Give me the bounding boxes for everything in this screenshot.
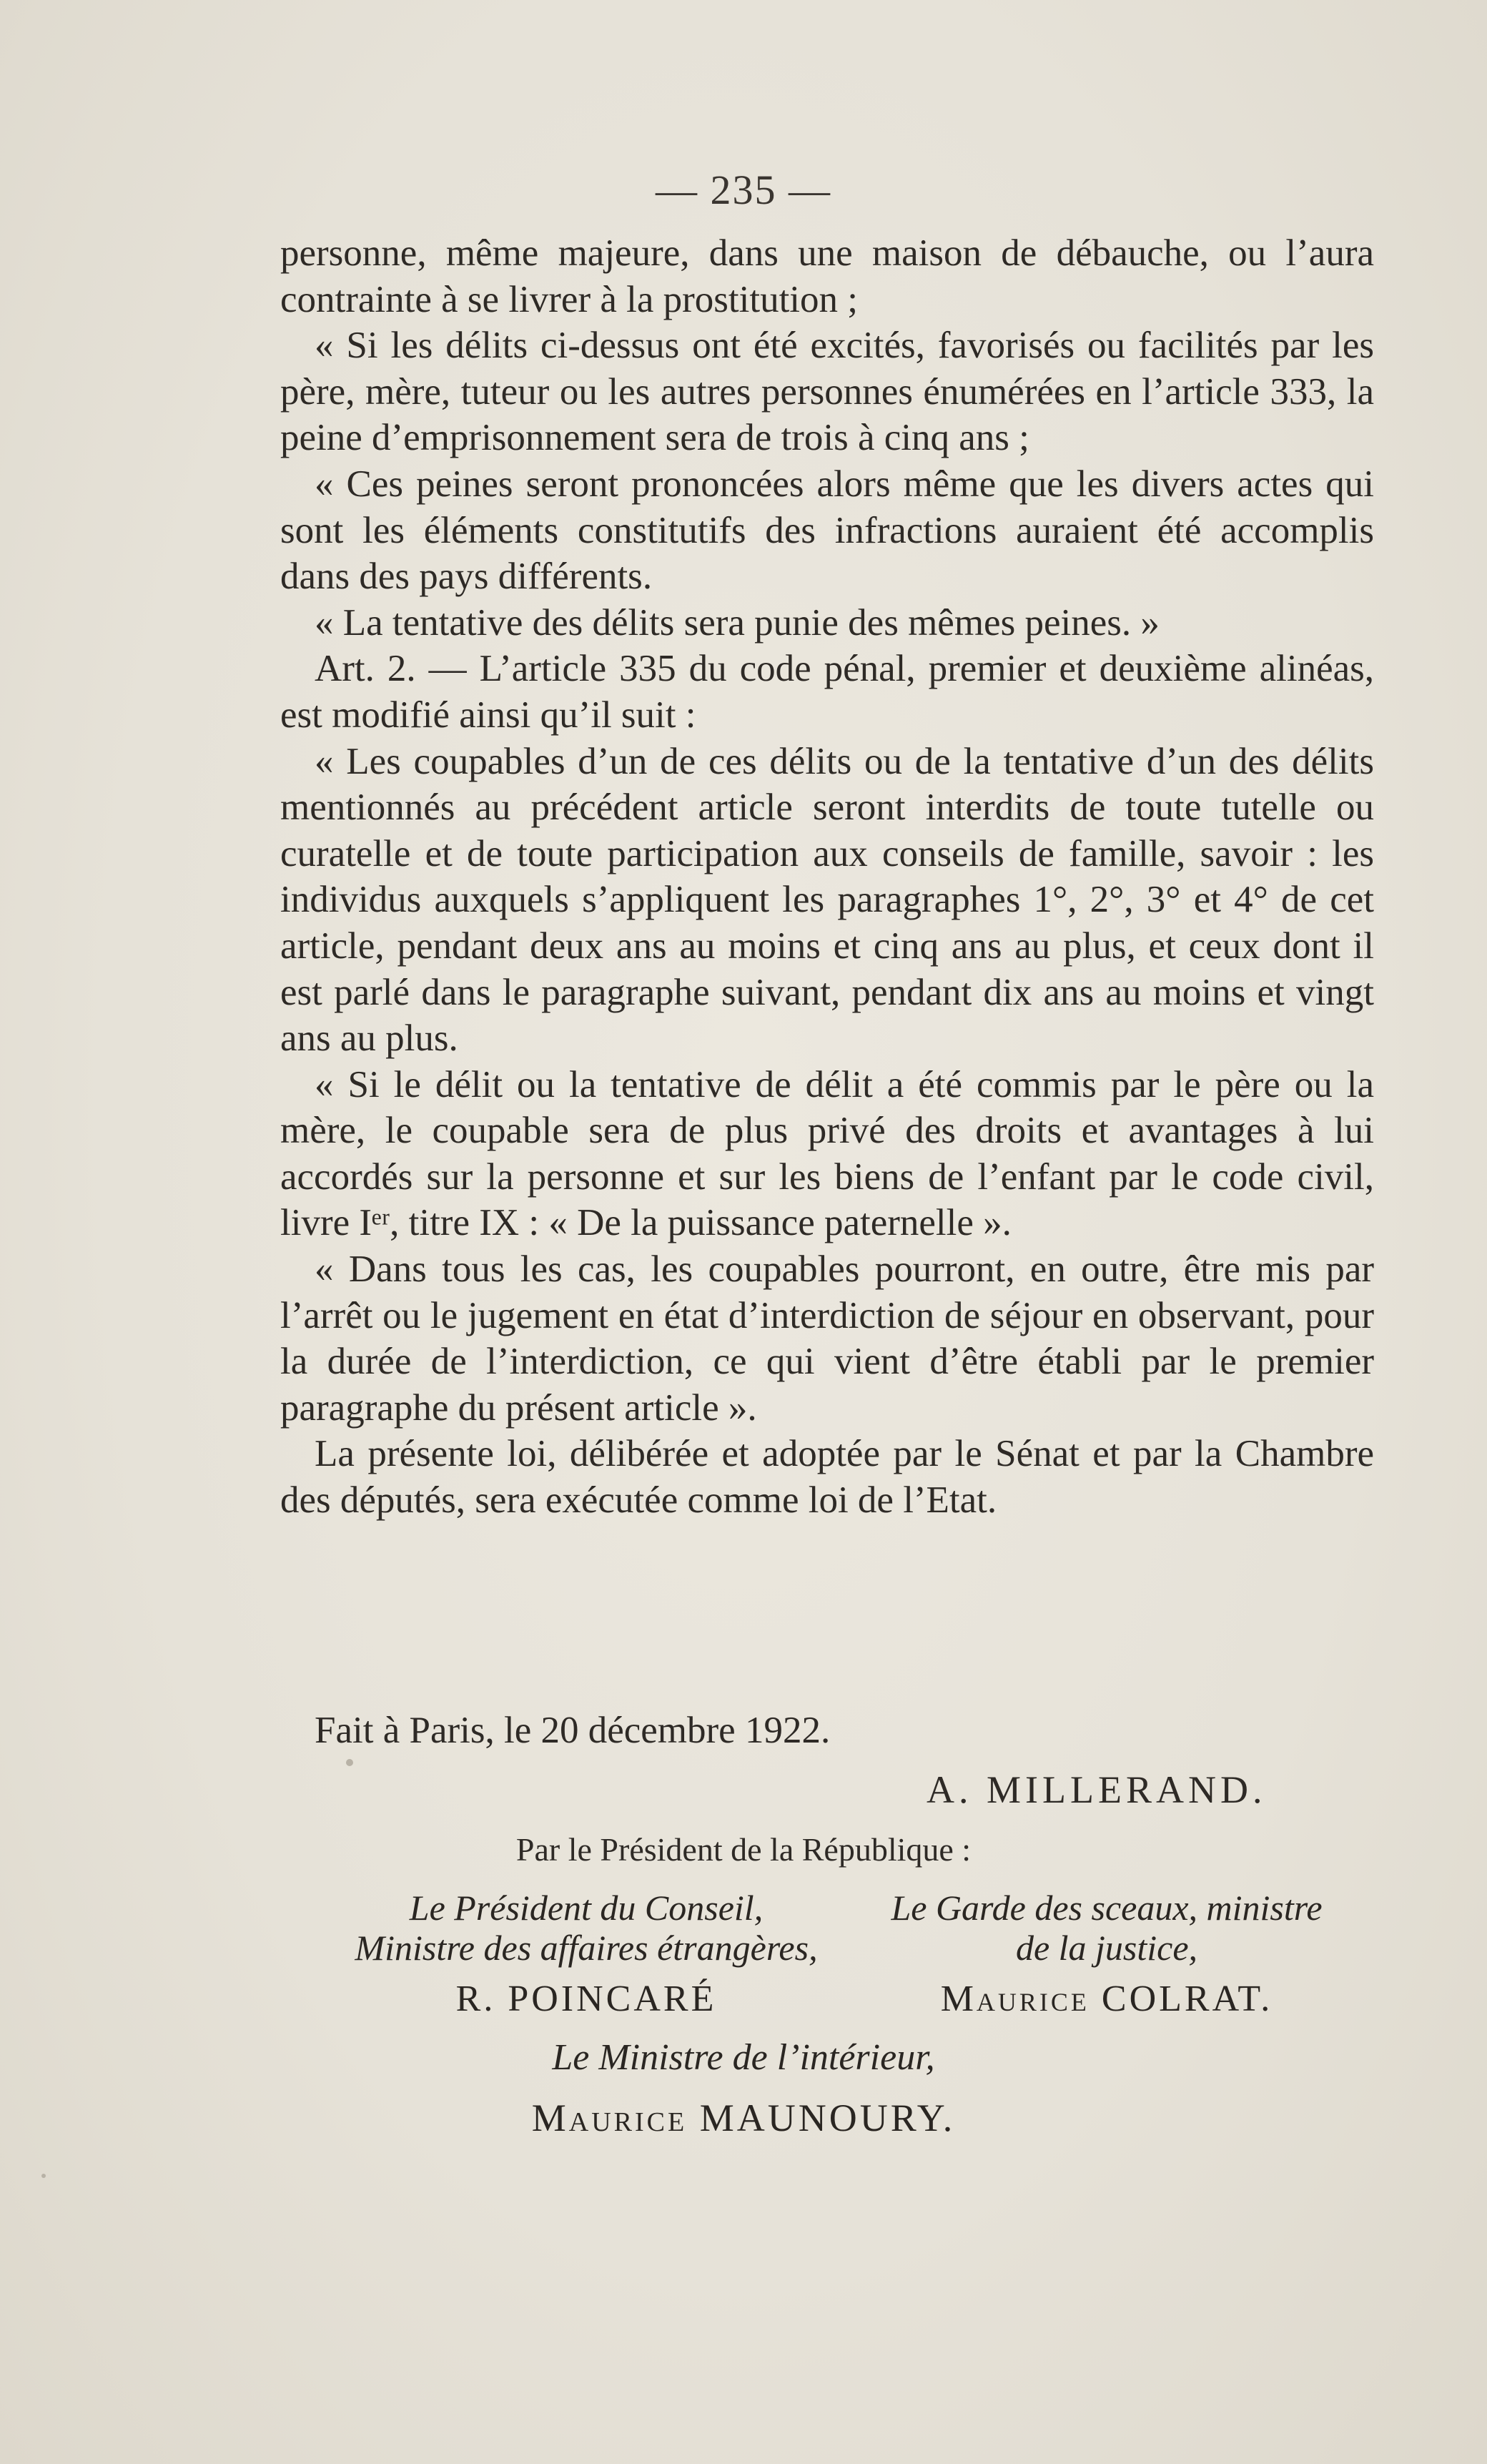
paragraph-continuation: personne, même majeure, dans une maison de débauche, ou l’aura contrainte à se livrer à la prostitution ; bbox=[280, 232, 1374, 320]
paragraph-parental-rights: « Si le délit ou la tentative de délit a été commis par le père ou la mère, le coupable sera de plus privé des droits et avantages à lui accordés sur la personne et sur les biens de l’enfant par le code civil, livre Iᵉʳ, titre IX : « De la puissance paternelle ». bbox=[280, 1063, 1374, 1244]
paper-speck bbox=[41, 2174, 46, 2178]
signatory-title: Le Garde des sceaux, ministre bbox=[891, 1888, 1323, 1928]
paragraph-attempt: « La tentative des délits sera punie des mêmes peines. » bbox=[315, 601, 1160, 644]
president-signature: A. MILLERAND. bbox=[927, 1768, 1267, 1811]
signatory-name: R. POINCARÉ bbox=[455, 1978, 717, 2019]
place-and-date: Fait à Paris, le 20 décembre 1922. bbox=[315, 1710, 831, 1751]
signatory-title: de la justice, bbox=[1015, 1928, 1198, 1968]
paragraph-residence-ban: « Dans tous les cas, les coupables pourront, en outre, être mis par l’arrêt ou le jugement en état d’interdiction de séjour en observant, pour la durée de l’interdiction, ce qui vient d’être établi par le premier paragraphe du présent article ». bbox=[280, 1248, 1374, 1429]
paper-speck bbox=[346, 1759, 353, 1766]
paragraph-foreign-acts: « Ces peines seront prononcées alors même que les divers actes qui sont les éléments constitutifs des infractions auraient été accomplis dans des pays différents. bbox=[280, 463, 1374, 598]
signatory-justice-minister bbox=[835, 1888, 1378, 2021]
law-text-body bbox=[280, 230, 1374, 1524]
paragraph-aggravation: « Si les délits ci-dessus ont été excités, favorisés ou facilités par les père, mère, tuteur ou les autres personnes énumérées en l’article 333, la peine d’emprisonnement sera de trois à cinq ans ; bbox=[280, 325, 1374, 459]
signatory-name: Maurice COLRAT. bbox=[940, 1978, 1273, 2019]
paragraph-enactment: La présente loi, délibérée et adoptée par le Sénat et par la Chambre des députés, sera exécutée comme loi de l’Etat. bbox=[280, 1433, 1374, 1522]
signatory-title: Le Ministre de l’intérieur, bbox=[552, 2037, 935, 2078]
signatory-name: Maurice MAUNOURY. bbox=[531, 2096, 956, 2139]
by-the-president-line: Par le Président de la République : bbox=[515, 1831, 972, 1868]
signatory-prime-minister bbox=[315, 1888, 858, 2021]
signatory-interior-minister bbox=[0, 2038, 1487, 2139]
signatory-title: Ministre des affaires étrangères, bbox=[355, 1928, 818, 1968]
page-number: — 235 — bbox=[656, 167, 831, 213]
signatory-title: Le Président du Conseil, bbox=[409, 1888, 764, 1928]
paragraph-interdiction: « Les coupables d’un de ces délits ou de la tentative d’un des délits mentionnés au précédent article seront interdits de toute tutelle ou curatelle et de toute participation aux conseils de famille, savoir : les individus auxquels s’appliquent les paragraphes 1°, 2°, 3° et 4° de cet article, pendant deux ans au moins et cinq ans au plus, et ceux dont il est parlé dans le paragraphe suivant, pendant dix ans au moins et vingt ans au plus. bbox=[280, 740, 1374, 1060]
paragraph-article-2: Art. 2. — L’article 335 du code pénal, premier et deuxième alinéas, est modifié ainsi qu’il suit : bbox=[280, 648, 1374, 736]
